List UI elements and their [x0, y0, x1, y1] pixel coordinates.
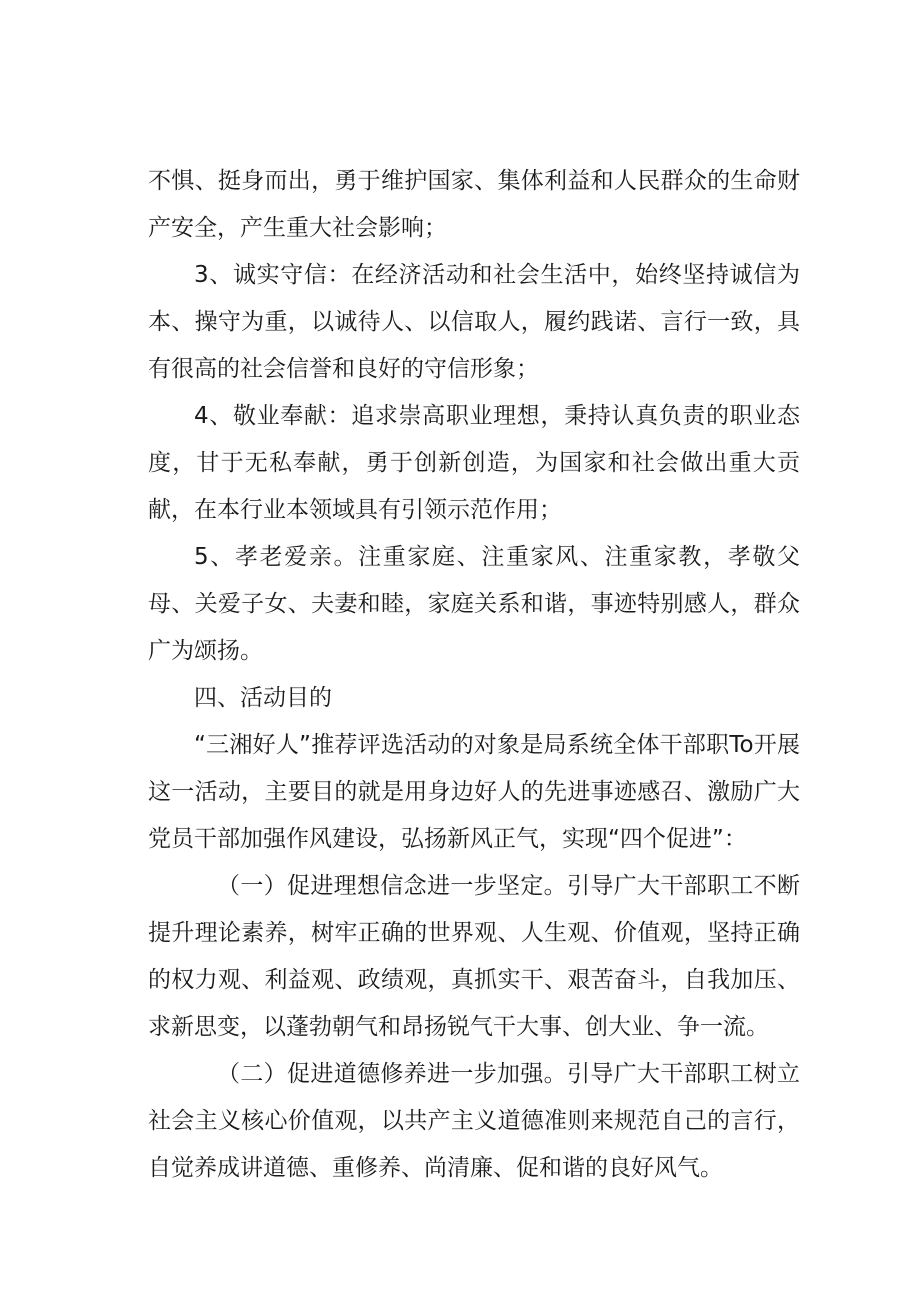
section-heading: 四、活动目的	[194, 685, 332, 711]
document-body	[148, 158, 800, 1192]
paragraph-item-3: 3、诚实守信：在经济活动和社会生活中，始终坚持诚信为本、操守为重，以诚待人、以信取人，履约践诺、言行一致，具有很高的社会信誉和良好的守信形象；	[148, 262, 800, 382]
paragraph-continuation: 不惧、挺身而出，勇于维护国家、集体利益和人民群众的生命财产安全，产生重大社会影响；	[148, 168, 800, 241]
paragraph-promotion-1: （一）促进理想信念进一步坚定。引导广大干部职工不断提升理论素养，树牢正确的世界观、人生观、价值观，坚持正确的权力观、利益观、政绩观，真抓实干、艰苦奋斗，自我加压、求新思变，以蓬勃朝气和昂扬锐气干大事、创大业、争一流。	[148, 873, 800, 1040]
paragraph-item-5: 5、孝老爱亲。注重家庭、注重家风、注重家教，孝敬父母、关爱子女、夫妻和睦，家庭关系和谐，事迹特别感人，群众广为颂扬。	[148, 544, 800, 664]
paragraph-promotion-2: （二）促进道德修养进一步加强。引导广大干部职工树立社会主义核心价值观，以共产主义道德准则来规范自己的言行，自觉养成讲道德、重修养、尚清廉、促和谐的良好风气。	[148, 1061, 800, 1181]
paragraph-item-4: 4、敬业奉献：追求崇高职业理想，秉持认真负责的职业态度，甘于无私奉献，勇于创新创造，为国家和社会做出重大贡献，在本行业本领域具有引领示范作用；	[148, 403, 800, 523]
paragraph-purpose: “三湘好人”推荐评选活动的对象是局系统全体干部职To开展这一活动，主要目的就是用身边好人的先进事迹感召、激励广大党员干部加强作风建设，弘扬新风正气，实现“四个促进”：	[148, 732, 800, 852]
